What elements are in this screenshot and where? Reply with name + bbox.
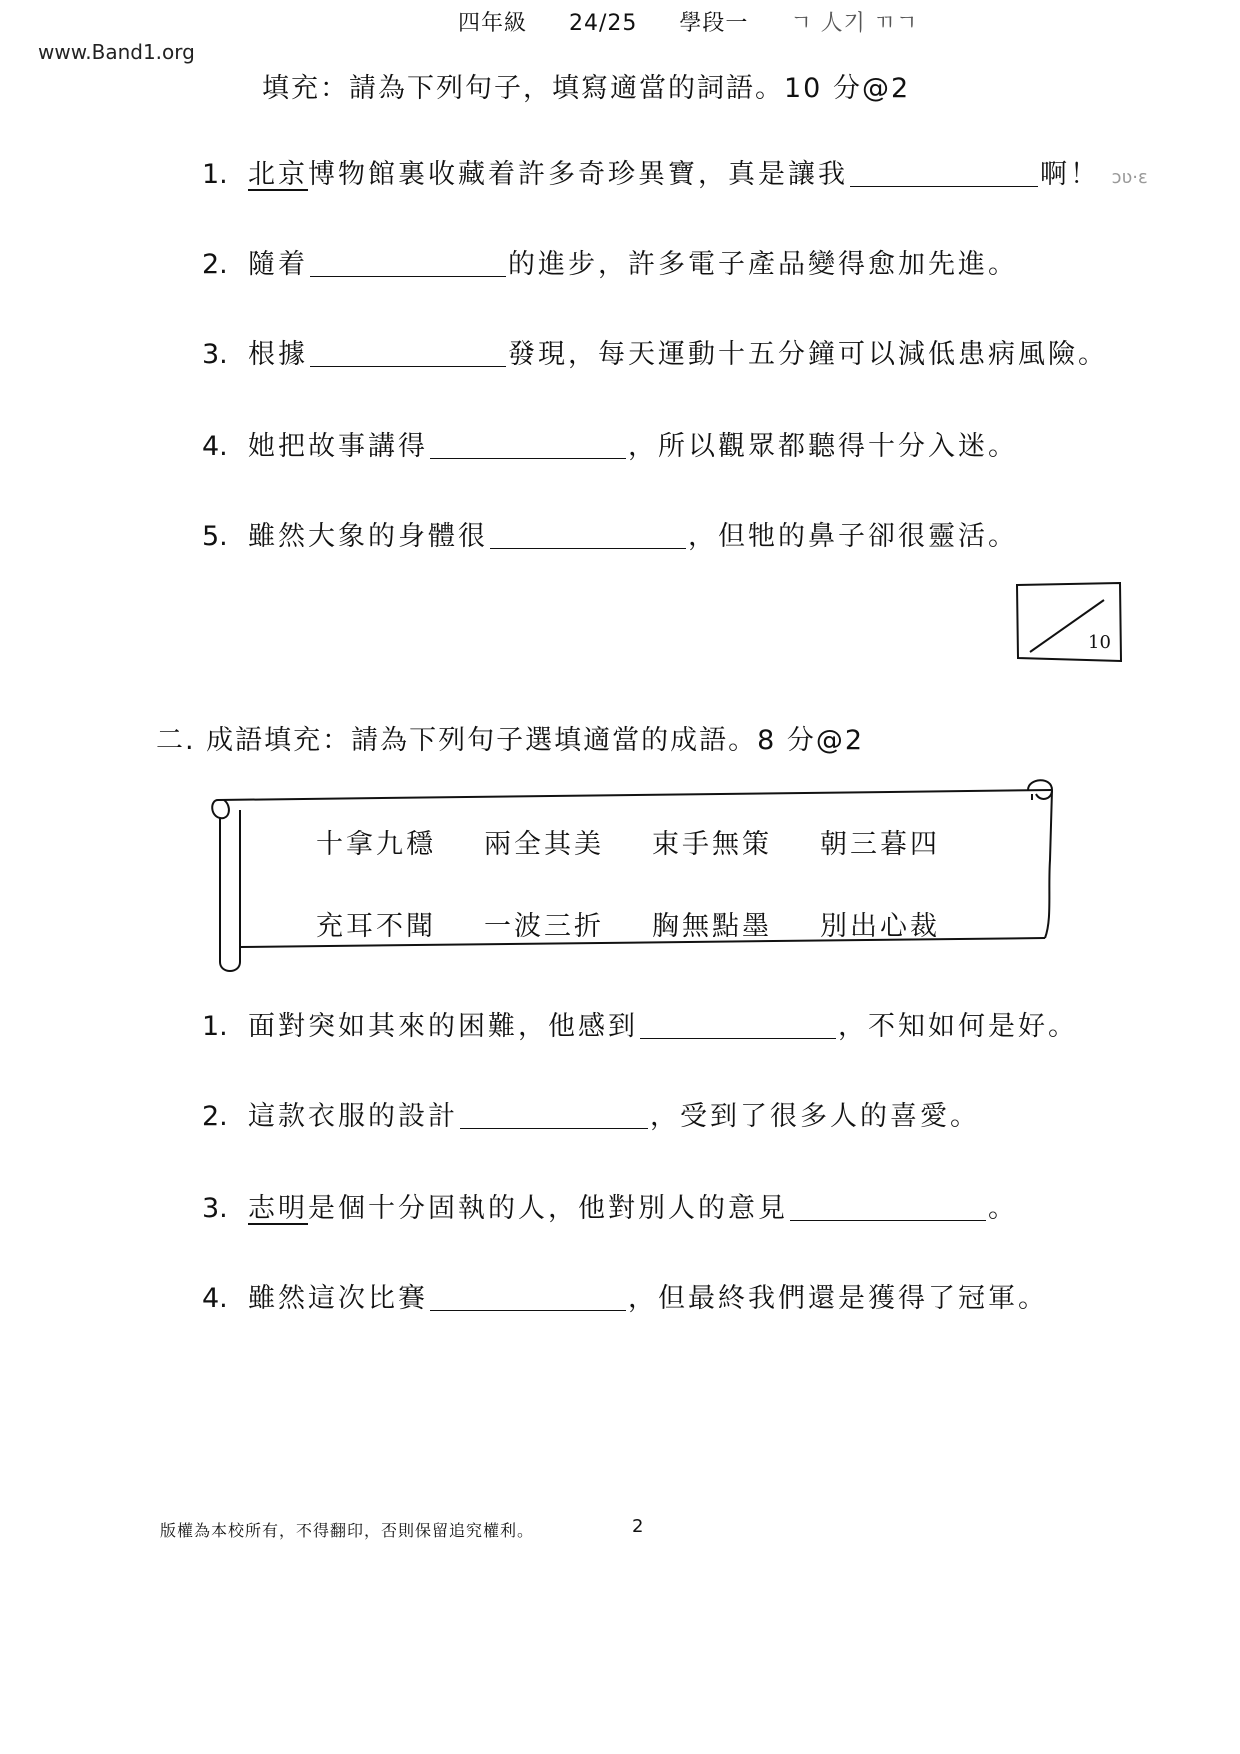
answer-blank[interactable] xyxy=(790,1193,986,1221)
question-number: 1. xyxy=(202,1011,228,1042)
idiom-row xyxy=(316,904,996,943)
answer-blank[interactable] xyxy=(310,339,506,367)
score-total: 10 xyxy=(1088,632,1111,653)
proper-noun: 志明 xyxy=(248,1193,308,1224)
header-cut-text: ㄱ 人기 ㄲㄱ xyxy=(790,11,919,36)
question-text: 是個十分固執的人，他對別人的意見 xyxy=(308,1193,788,1224)
question-number: 3. xyxy=(202,1193,228,1224)
question-text-end: ，但牠的鼻子卻很靈活。 xyxy=(688,521,1018,552)
question-text-end: 的進步，許多電子產品變得愈加先進。 xyxy=(508,249,1018,280)
s1-question-2 xyxy=(202,242,1018,281)
question-text-end: ，所以觀眾都聽得十分入迷。 xyxy=(628,431,1018,462)
idiom-option: 別出心裁 xyxy=(820,911,940,942)
answer-blank[interactable] xyxy=(490,521,686,549)
grade-label: 四年級 xyxy=(458,11,528,36)
question-number: 1. xyxy=(202,159,228,190)
page-header xyxy=(458,6,952,37)
s1-question-4 xyxy=(202,424,1018,463)
s2-question-1 xyxy=(202,1004,1078,1043)
answer-blank[interactable] xyxy=(430,1283,626,1311)
watermark: www.Band1.org xyxy=(38,40,195,64)
idiom-option: 一波三折 xyxy=(484,911,604,942)
question-number: 4. xyxy=(202,431,228,462)
section2-title: 二. 成語填充：請為下列句子選填適當的成語。8 分@2 xyxy=(156,725,865,756)
idiom-list xyxy=(316,822,996,986)
copyright-notice: 版權為本校所有，不得翻印，否則保留追究權利。 xyxy=(160,1521,535,1540)
section1-title: 填充：請為下列句子，填寫適當的詞語。10 分@2 xyxy=(262,73,911,104)
question-text: 這款衣服的設計 xyxy=(248,1101,458,1132)
idiom-option: 十拿九穩 xyxy=(316,829,436,860)
idiom-option: 充耳不聞 xyxy=(316,911,436,942)
question-text: 根據 xyxy=(248,339,308,370)
s1-question-5 xyxy=(202,514,1018,553)
idiom-option: 胸無點墨 xyxy=(652,911,772,942)
question-text-end: 啊！ xyxy=(1040,159,1100,190)
question-text: 雖然大象的身體很 xyxy=(248,521,488,552)
question-text-end: 。 xyxy=(988,1193,1018,1224)
question-text: 面對突如其來的困難，他感到 xyxy=(248,1011,638,1042)
proper-noun: 北京 xyxy=(248,159,308,190)
answer-blank[interactable] xyxy=(310,249,506,277)
s2-question-3 xyxy=(202,1186,1018,1225)
question-number: 3. xyxy=(202,339,228,370)
answer-blank[interactable] xyxy=(640,1011,836,1039)
school-year: 24/25 xyxy=(569,11,638,36)
s2-question-2 xyxy=(202,1094,980,1133)
s1-question-3 xyxy=(202,332,1108,371)
question-text: 隨着 xyxy=(248,249,308,280)
s1-question-1 xyxy=(202,152,1148,191)
question-number: 5. xyxy=(202,521,228,552)
question-text-end: ，但最終我們還是獲得了冠軍。 xyxy=(628,1283,1048,1314)
question-text-end: ，受到了很多人的喜愛。 xyxy=(650,1101,980,1132)
question-number: 2. xyxy=(202,249,228,280)
question-text: 她把故事講得 xyxy=(248,431,428,462)
answer-blank[interactable] xyxy=(430,431,626,459)
question-text-end: 發現，每天運動十五分鐘可以減低患病風險。 xyxy=(508,339,1108,370)
idiom-option: 兩全其美 xyxy=(484,829,604,860)
question-number: 2. xyxy=(202,1101,228,1132)
question-text-end: ，不知如何是好。 xyxy=(838,1011,1078,1042)
question-text: 博物館裏收藏着許多奇珍異寶，真是讓我 xyxy=(308,159,848,190)
answer-blank[interactable] xyxy=(850,159,1038,187)
idiom-row xyxy=(316,822,996,861)
question-number: 4. xyxy=(202,1283,228,1314)
answer-blank[interactable] xyxy=(460,1101,648,1129)
idiom-option: 朝三暮四 xyxy=(820,829,940,860)
question-text: 雖然這次比賽 xyxy=(248,1283,428,1314)
idiom-option: 束手無策 xyxy=(652,829,772,860)
s2-question-4 xyxy=(202,1276,1048,1315)
score-box xyxy=(1016,582,1122,662)
stray-marks: ɔʋ·ɛ xyxy=(1111,167,1148,188)
page-number: 2 xyxy=(632,1516,644,1537)
term-label: 學段一 xyxy=(679,11,749,36)
